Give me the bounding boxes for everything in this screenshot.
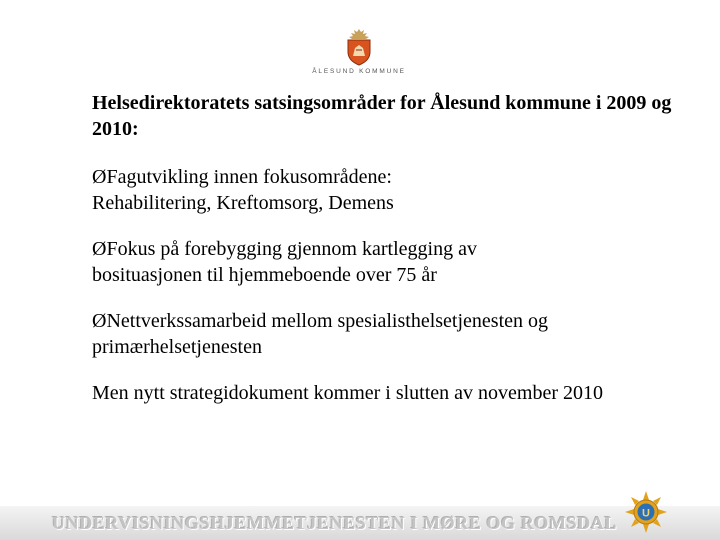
bullet-first-line: Fokus på forebygging gjennom kartlegging av [106,238,477,260]
sun-logo-icon [624,490,668,534]
arrow-bullet-icon: Ø [92,310,107,332]
municipality-logo [306,28,412,80]
bullet-item [92,308,672,360]
bullet-continuation: Rehabilitering, Kreftomsorg, Demens [92,192,394,214]
bullet-item [92,164,672,216]
closing-note: Men nytt strategidokument kommer i slutten av november 2010 [92,382,604,404]
bullet-continuation: bosituasjonen til hjemmeboende over 75 år [92,264,437,286]
footer-organization-name: UNDERVISNINGSHJEMMETJENESTEN I MØRE OG ROMSDAL [52,513,618,533]
arrow-bullet-icon: Ø [92,238,107,260]
arrow-bullet-icon: Ø [92,166,107,188]
bullet-first-line: Nettverkssamarbeid mellom spesialisthelsetjenesten og [106,310,549,332]
coat-of-arms-icon [344,28,374,66]
slide-title: Helsedirektoratets satsingsområder for Ålesund kommune i 2009 og 2010: [92,92,672,140]
bullet-first-line: Fagutvikling innen fokusområdene: [106,166,392,188]
slide-body [92,90,672,406]
bullet-item [92,236,672,288]
logo-caption: ÅLESUND KOMMUNE [312,68,406,75]
sun-logo-letter: U [642,507,650,520]
bullet-continuation: primærhelsetjenesten [92,336,262,358]
